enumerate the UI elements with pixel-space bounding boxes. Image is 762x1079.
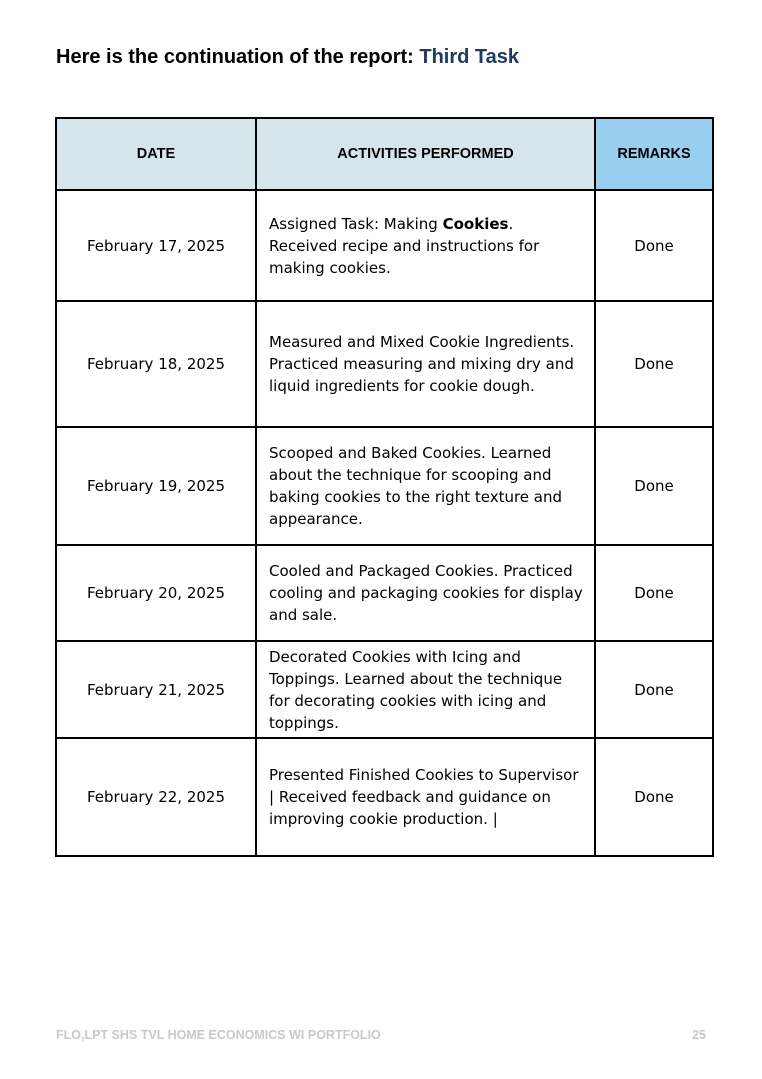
remarks-cell: Done	[595, 301, 713, 427]
date-cell: February 21, 2025	[56, 641, 256, 738]
table-row	[56, 738, 713, 856]
remarks-cell: Done	[595, 427, 713, 545]
remarks-cell: Done	[595, 738, 713, 856]
activity-text: . Received recipe and instructions for making cookies.	[269, 214, 540, 277]
table-row	[56, 190, 713, 301]
page-number: 25	[692, 1028, 706, 1042]
table-row	[56, 545, 713, 641]
remarks-cell: Done	[595, 190, 713, 301]
table-row	[56, 641, 713, 738]
activity-cell: Decorated Cookies with Icing and Toppings. Learned about the technique for decorating cookies with icing and toppings.	[256, 641, 595, 738]
page-heading	[56, 46, 519, 69]
remarks-cell: Done	[595, 641, 713, 738]
date-cell: February 20, 2025	[56, 545, 256, 641]
heading-prefix: Here is the continuation of the report:	[56, 46, 420, 68]
activity-bold-text: Cookies	[442, 214, 509, 233]
remarks-cell: Done	[595, 545, 713, 641]
activity-text: Assigned Task: Making	[269, 214, 443, 233]
heading-accent: Third Task	[419, 46, 520, 68]
activity-cell: Scooped and Baked Cookies. Learned about the technique for scooping and baking cookies to the right texture and appearance.	[256, 427, 595, 545]
activity-cell: Presented Finished Cookies to Supervisor | Received feedback and guidance on improving cookie production. |	[256, 738, 595, 856]
activity-report-table	[55, 117, 714, 857]
date-cell: February 17, 2025	[56, 190, 256, 301]
activity-cell: Cooled and Packaged Cookies. Practiced cooling and packaging cookies for display and sale.	[256, 545, 595, 641]
date-cell: February 22, 2025	[56, 738, 256, 856]
date-cell: February 19, 2025	[56, 427, 256, 545]
activity-cell	[256, 190, 595, 301]
footer-title: FLO,LPT SHS TVL HOME ECONOMICS WI PORTFOLIO	[56, 1028, 381, 1042]
remarks-column-header: REMARKS	[595, 118, 713, 190]
table-row	[56, 427, 713, 545]
date-cell: February 18, 2025	[56, 301, 256, 427]
activities-column-header: ACTIVITIES PERFORMED	[256, 118, 595, 190]
activity-cell: Measured and Mixed Cookie Ingredients. Practiced measuring and mixing dry and liquid ingredients for cookie dough.	[256, 301, 595, 427]
table-header-row	[56, 118, 713, 190]
date-column-header: DATE	[56, 118, 256, 190]
table-row	[56, 301, 713, 427]
